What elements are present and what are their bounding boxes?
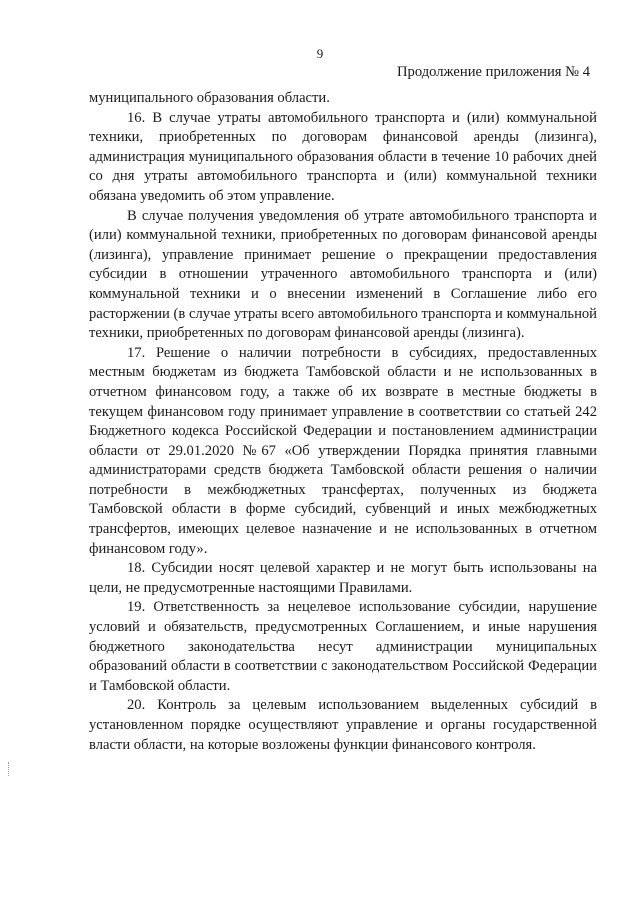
scan-margin-mark — [8, 762, 11, 776]
paragraph-16: 16. В случае утраты автомобильного транспорта и (или) коммунальной техники, приобретенных по договорам финансовой аренды (лизинга), администрация муниципального образования области в течение 10 рабочих дней со дня утраты автомобильного транспорта и (или) коммунальной техники обязана уведомить об этом управление. — [89, 109, 597, 204]
paragraph-continuation: муниципального образования области. — [89, 90, 330, 106]
page-number: 9 — [316, 46, 324, 61]
document-body — [89, 89, 597, 755]
appendix-caption: Продолжение приложения № 4 — [397, 64, 590, 80]
paragraph-16-notice: В случае получения уведомления об утрате автомобильного транспорта и (или) коммунальной техники, приобретенных по договорам финансовой аренды (лизинга), управление принимает решение о прекращении предоставления субсидии в отношении утраченного автомобильного транспорта и (или) коммунальной техники и о внесении изменений в Соглашение либо его расторжении (в случае утраты всего автомобильного транспорта и коммунальной техники, приобретенных по договорам финансовой аренды (лизинга). — [89, 207, 597, 342]
paragraph-20: 20. Контроль за целевым использованием выделенных субсидий в установленном порядке осуществляют управление и органы государственной власти области, на которые возложены функции финансового контроля. — [89, 697, 597, 753]
paragraph-17: 17. Решение о наличии потребности в субсидиях, предоставленных местным бюджетам из бюджета Тамбовской области и не использованных в отчетном финансовом году, а также об их возврате в местные бюджеты в текущем финансовом году принимает управление в соответствии со статьей 242 Бюджетного кодекса Российской Федерации и постановлением администрации области от 29.01.2020 №67 «Об утверждении Порядка принятия главными администраторами средств бюджета Тамбовской области решения о наличии потребности в межбюджетных трансфертах, полученных из бюджета Тамбовской области в форме субсидий, субвенций и иных межбюджетных трансфертов, имеющих целевое назначение и не использованных в отчетном финансовом году». — [89, 344, 597, 557]
paragraph-19: 19. Ответственность за нецелевое использование субсидии, нарушение условий и обязательств, предусмотренных Соглашением, и иные нарушения бюджетного законодательства несут администрации муниципальных образований области в соответствии с законодательством Российской Федерации и Тамбовской области. — [89, 599, 597, 694]
paragraph-18: 18. Субсидии носят целевой характер и не могут быть использованы на цели, не предусмотренные настоящими Правилами. — [89, 560, 597, 596]
